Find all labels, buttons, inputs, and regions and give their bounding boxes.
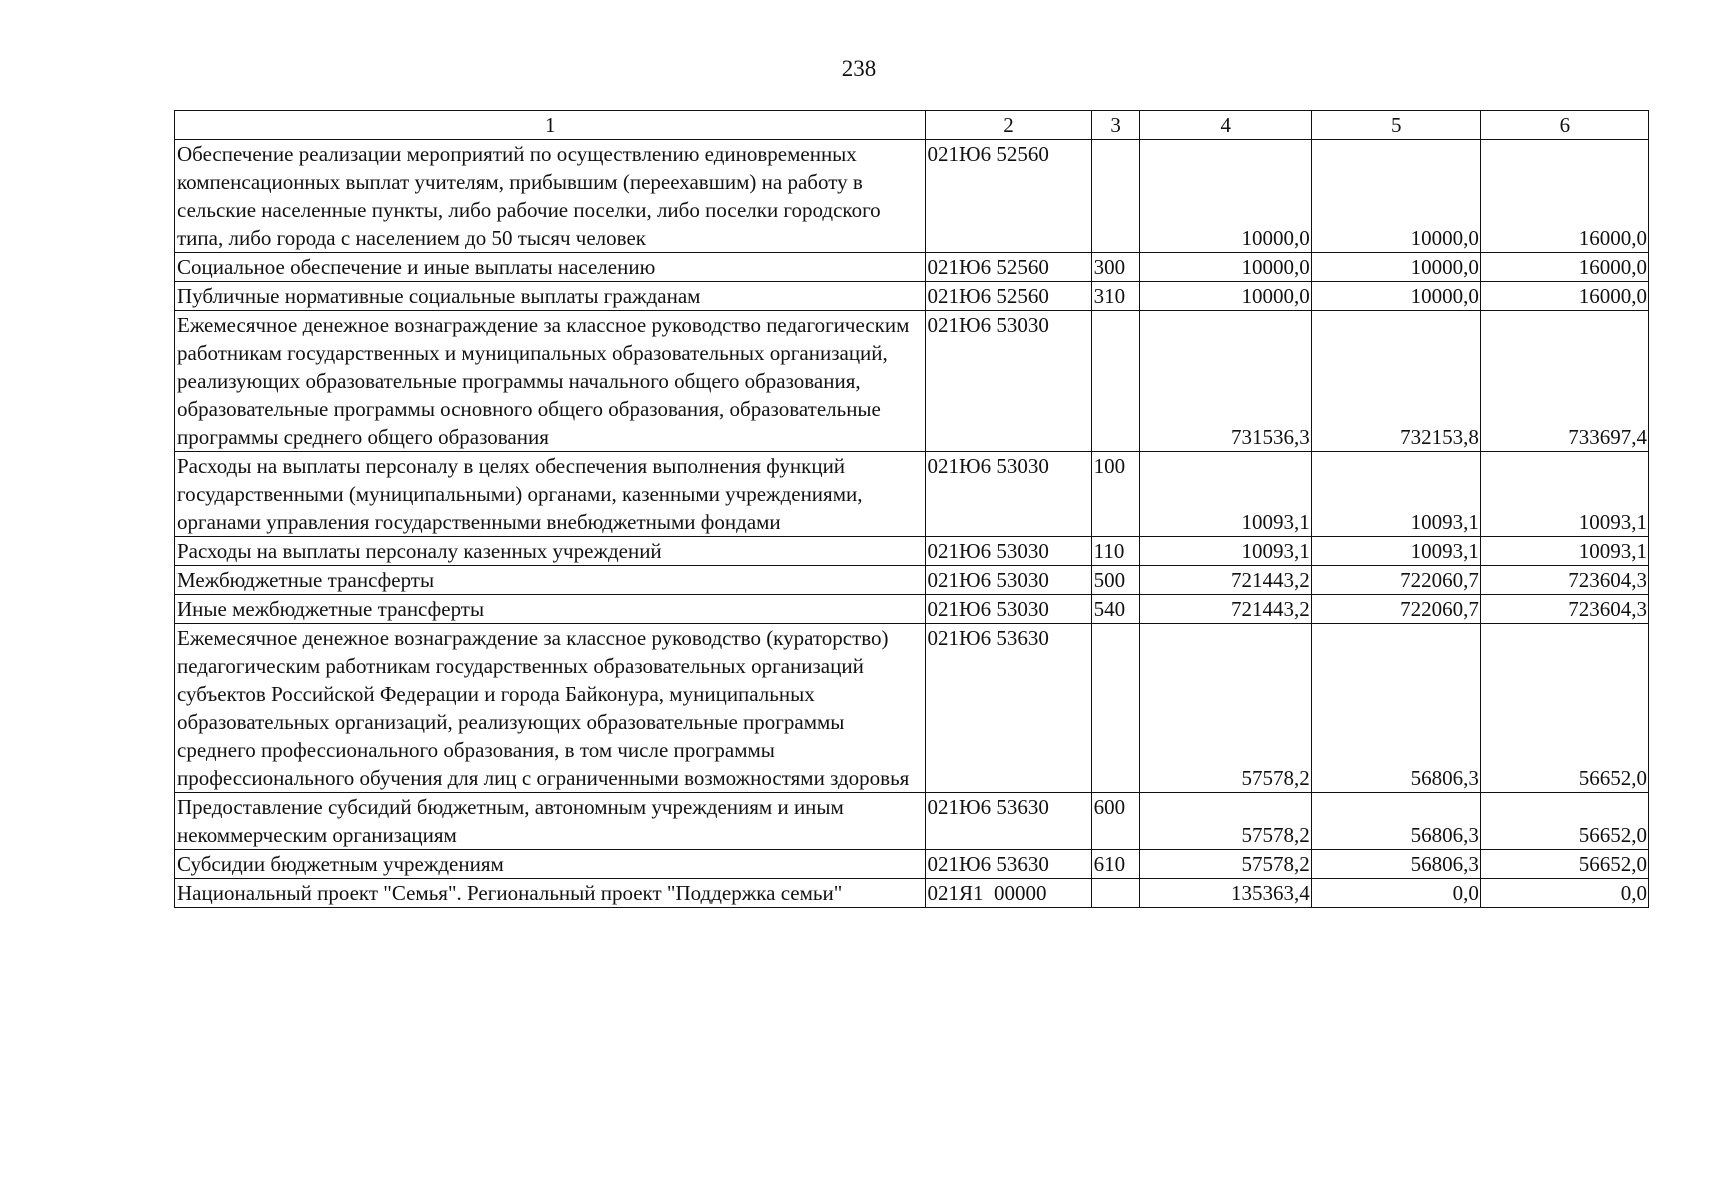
row-value-6: 10093,1 bbox=[1480, 452, 1648, 537]
table-row bbox=[175, 595, 1649, 624]
row-type bbox=[1091, 879, 1139, 908]
row-name: Предоставление субсидий бюджетным, автономным учреждениям и иным некоммерческим организациям bbox=[175, 793, 926, 850]
row-name: Публичные нормативные социальные выплаты гражданам bbox=[175, 282, 926, 311]
row-code: 021Ю6 53630 bbox=[925, 624, 1091, 793]
row-value-5: 56806,3 bbox=[1311, 793, 1480, 850]
header-cell-3: 3 bbox=[1091, 111, 1139, 140]
row-value-5: 10093,1 bbox=[1311, 537, 1480, 566]
row-value-5: 10000,0 bbox=[1311, 253, 1480, 282]
table-row bbox=[175, 793, 1649, 850]
row-value-5: 722060,7 bbox=[1311, 566, 1480, 595]
row-value-5: 56806,3 bbox=[1311, 850, 1480, 879]
row-type: 300 bbox=[1091, 253, 1139, 282]
row-value-6: 0,0 bbox=[1480, 879, 1648, 908]
row-value-5: 0,0 bbox=[1311, 879, 1480, 908]
row-value-4: 10093,1 bbox=[1139, 452, 1311, 537]
row-value-5: 10000,0 bbox=[1311, 282, 1480, 311]
row-name: Социальное обеспечение и иные выплаты населению bbox=[175, 253, 926, 282]
row-name: Межбюджетные трансферты bbox=[175, 566, 926, 595]
row-name: Ежемесячное денежное вознаграждение за классное руководство педагогическим работникам государственных и муниципальных образовательных организаций, реализующих образовательные программы начального общего образования, образовательные программы основного общего образования, образовательные программы среднего общего образования bbox=[175, 311, 926, 452]
row-name: Расходы на выплаты персоналу в целях обеспечения выполнения функций государственными (муниципальными) органами, казенными учреждениями, органами управления государственными внебюджетными фондами bbox=[175, 452, 926, 537]
row-value-4: 57578,2 bbox=[1139, 850, 1311, 879]
row-name: Расходы на выплаты персоналу казенных учреждений bbox=[175, 537, 926, 566]
row-code: 021Ю6 52560 bbox=[925, 140, 1091, 253]
row-type bbox=[1091, 140, 1139, 253]
row-value-6: 16000,0 bbox=[1480, 140, 1648, 253]
table-row bbox=[175, 850, 1649, 879]
table-row bbox=[175, 140, 1649, 253]
row-type: 310 bbox=[1091, 282, 1139, 311]
row-type: 100 bbox=[1091, 452, 1139, 537]
row-code: 021Ю6 53630 bbox=[925, 793, 1091, 850]
row-value-4: 721443,2 bbox=[1139, 595, 1311, 624]
row-value-4: 10000,0 bbox=[1139, 140, 1311, 253]
row-value-4: 57578,2 bbox=[1139, 624, 1311, 793]
row-value-6: 56652,0 bbox=[1480, 793, 1648, 850]
row-code: 021Ю6 53630 bbox=[925, 850, 1091, 879]
table-row bbox=[175, 879, 1649, 908]
row-value-6: 723604,3 bbox=[1480, 566, 1648, 595]
row-value-6: 733697,4 bbox=[1480, 311, 1648, 452]
row-type bbox=[1091, 624, 1139, 793]
row-value-6: 56652,0 bbox=[1480, 624, 1648, 793]
row-type: 110 bbox=[1091, 537, 1139, 566]
row-value-5: 10000,0 bbox=[1311, 140, 1480, 253]
row-code: 021Ю6 53030 bbox=[925, 537, 1091, 566]
row-value-5: 722060,7 bbox=[1311, 595, 1480, 624]
row-value-4: 721443,2 bbox=[1139, 566, 1311, 595]
table-row bbox=[175, 253, 1649, 282]
header-cell-1: 1 bbox=[175, 111, 926, 140]
header-cell-5: 5 bbox=[1311, 111, 1480, 140]
table-row bbox=[175, 537, 1649, 566]
row-value-6: 16000,0 bbox=[1480, 282, 1648, 311]
table-row bbox=[175, 452, 1649, 537]
row-code: 021Я1 00000 bbox=[925, 879, 1091, 908]
row-value-4: 10000,0 bbox=[1139, 282, 1311, 311]
row-value-5: 56806,3 bbox=[1311, 624, 1480, 793]
row-name: Субсидии бюджетным учреждениям bbox=[175, 850, 926, 879]
row-code: 021Ю6 53030 bbox=[925, 452, 1091, 537]
row-type bbox=[1091, 311, 1139, 452]
row-value-4: 135363,4 bbox=[1139, 879, 1311, 908]
row-name: Национальный проект "Семья". Региональный проект "Поддержка семьи" bbox=[175, 879, 926, 908]
row-name: Обеспечение реализации мероприятий по осуществлению единовременных компенсационных выплат учителям, прибывшим (переехавшим) на работу в сельские населенные пункты, либо рабочие поселки, либо поселки городского типа, либо города с населением до 50 тысяч человек bbox=[175, 140, 926, 253]
row-value-6: 723604,3 bbox=[1480, 595, 1648, 624]
header-cell-4: 4 bbox=[1139, 111, 1311, 140]
row-type: 500 bbox=[1091, 566, 1139, 595]
row-type: 610 bbox=[1091, 850, 1139, 879]
row-value-6: 16000,0 bbox=[1480, 253, 1648, 282]
row-code: 021Ю6 52560 bbox=[925, 253, 1091, 282]
table-row bbox=[175, 282, 1649, 311]
row-value-5: 10093,1 bbox=[1311, 452, 1480, 537]
page-number: 238 bbox=[841, 56, 877, 81]
row-code: 021Ю6 53030 bbox=[925, 311, 1091, 452]
budget-table bbox=[174, 110, 1649, 908]
table-row bbox=[175, 624, 1649, 793]
row-name: Иные межбюджетные трансферты bbox=[175, 595, 926, 624]
row-value-4: 57578,2 bbox=[1139, 793, 1311, 850]
row-value-5: 732153,8 bbox=[1311, 311, 1480, 452]
row-value-4: 10093,1 bbox=[1139, 537, 1311, 566]
row-value-4: 10000,0 bbox=[1139, 253, 1311, 282]
row-value-6: 10093,1 bbox=[1480, 537, 1648, 566]
row-value-4: 731536,3 bbox=[1139, 311, 1311, 452]
header-cell-2: 2 bbox=[925, 111, 1091, 140]
table-row bbox=[175, 311, 1649, 452]
row-name: Ежемесячное денежное вознаграждение за классное руководство (кураторство) педагогическим работникам государственных образовательных организаций субъектов Российской Федерации и города Байконура, муниципальных образовательных организаций, реализующих образовательные программы среднего профессионального образования, в том числе программы профессионального обучения для лиц с ограниченными возможностями здоровья bbox=[175, 624, 926, 793]
header-row bbox=[175, 111, 1649, 140]
row-type: 540 bbox=[1091, 595, 1139, 624]
row-code: 021Ю6 53030 bbox=[925, 566, 1091, 595]
header-cell-6: 6 bbox=[1480, 111, 1648, 140]
row-type: 600 bbox=[1091, 793, 1139, 850]
table-row bbox=[175, 566, 1649, 595]
row-code: 021Ю6 52560 bbox=[925, 282, 1091, 311]
row-code: 021Ю6 53030 bbox=[925, 595, 1091, 624]
row-value-6: 56652,0 bbox=[1480, 850, 1648, 879]
